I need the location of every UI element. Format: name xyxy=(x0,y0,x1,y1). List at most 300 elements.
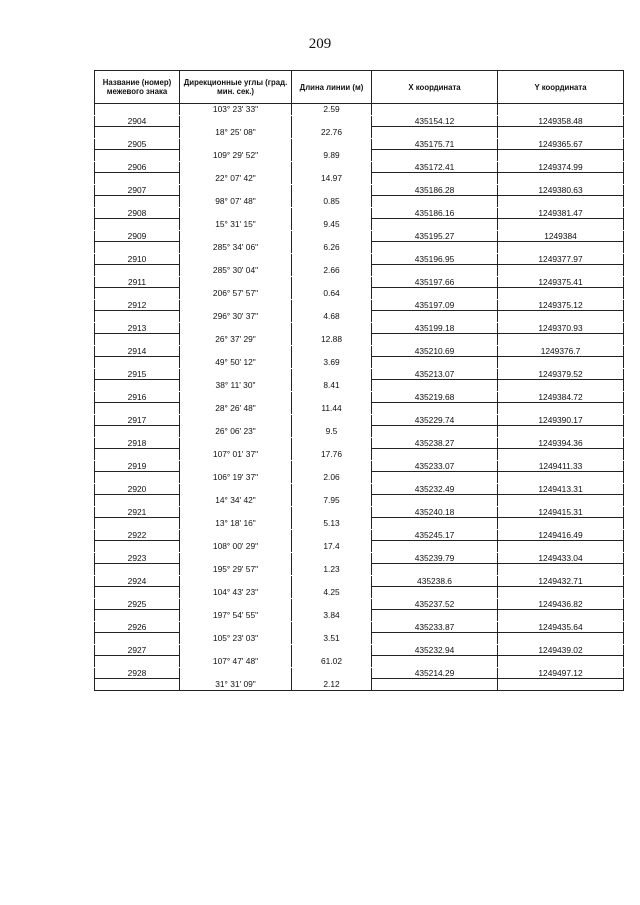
point-name-cell: 2904 xyxy=(95,115,180,127)
segment-row xyxy=(95,518,624,530)
line-length-cell: 9.45 xyxy=(292,219,372,231)
x-coordinate-cell xyxy=(372,127,498,139)
direction-angle-cell xyxy=(180,483,292,495)
x-coordinate-cell: 435195.27 xyxy=(372,230,498,242)
direction-angle-cell: 31° 31' 09" xyxy=(180,679,292,691)
line-length-cell xyxy=(292,299,372,311)
line-length-cell xyxy=(292,161,372,173)
direction-angle-cell xyxy=(180,230,292,242)
direction-angle-cell xyxy=(180,299,292,311)
y-coordinate-cell xyxy=(498,265,624,277)
y-coordinate-cell xyxy=(498,173,624,185)
y-coordinate-cell: 1249376.7 xyxy=(498,345,624,357)
y-coordinate-cell xyxy=(498,564,624,576)
point-name-cell xyxy=(95,495,180,507)
point-row xyxy=(95,460,624,472)
table-header-row xyxy=(95,71,624,104)
line-length-cell xyxy=(292,621,372,633)
point-name-cell xyxy=(95,610,180,622)
y-coordinate-cell: 1249370.93 xyxy=(498,322,624,334)
point-row xyxy=(95,161,624,173)
line-length-cell: 3.84 xyxy=(292,610,372,622)
y-coordinate-cell: 1249380.63 xyxy=(498,184,624,196)
line-length-cell xyxy=(292,506,372,518)
x-coordinate-cell xyxy=(372,449,498,461)
point-row xyxy=(95,575,624,587)
line-length-cell: 11.44 xyxy=(292,403,372,415)
direction-angle-cell: 15° 31' 15" xyxy=(180,219,292,231)
x-coordinate-cell xyxy=(372,426,498,438)
y-coordinate-cell: 1249379.52 xyxy=(498,368,624,380)
y-coordinate-cell: 1249381.47 xyxy=(498,207,624,219)
point-row xyxy=(95,276,624,288)
x-coordinate-cell xyxy=(372,564,498,576)
page-number: 209 xyxy=(308,36,332,52)
segment-row xyxy=(95,403,624,415)
point-name-cell xyxy=(95,679,180,691)
segment-row xyxy=(95,564,624,576)
line-length-cell: 2.66 xyxy=(292,265,372,277)
point-row xyxy=(95,529,624,541)
segment-row xyxy=(95,150,624,162)
line-length-cell xyxy=(292,437,372,449)
y-coordinate-cell xyxy=(498,150,624,162)
y-coordinate-cell xyxy=(498,242,624,254)
point-name-cell: 2927 xyxy=(95,644,180,656)
point-name-cell xyxy=(95,472,180,484)
header-line-length: Длина линии (м) xyxy=(292,71,372,104)
point-name-cell xyxy=(95,288,180,300)
point-row xyxy=(95,345,624,357)
line-length-cell xyxy=(292,138,372,150)
y-coordinate-cell: 1249413.31 xyxy=(498,483,624,495)
direction-angle-cell: 107° 01' 37" xyxy=(180,449,292,461)
point-name-cell: 2920 xyxy=(95,483,180,495)
segment-row xyxy=(95,357,624,369)
point-name-cell: 2925 xyxy=(95,598,180,610)
x-coordinate-cell xyxy=(372,656,498,668)
y-coordinate-cell: 1249432.71 xyxy=(498,575,624,587)
direction-angle-cell xyxy=(180,322,292,334)
y-coordinate-cell xyxy=(498,587,624,599)
direction-angle-cell: 49° 50' 12" xyxy=(180,357,292,369)
point-row xyxy=(95,644,624,656)
point-name-cell: 2926 xyxy=(95,621,180,633)
line-length-cell: 8.41 xyxy=(292,380,372,392)
y-coordinate-cell: 1249415.31 xyxy=(498,506,624,518)
point-row xyxy=(95,552,624,564)
x-coordinate-cell xyxy=(372,357,498,369)
y-coordinate-cell xyxy=(498,334,624,346)
point-row xyxy=(95,414,624,426)
line-length-cell: 9.5 xyxy=(292,426,372,438)
direction-angle-cell: 38° 11' 30" xyxy=(180,380,292,392)
direction-angle-cell xyxy=(180,552,292,564)
y-coordinate-cell xyxy=(498,357,624,369)
point-name-cell xyxy=(95,265,180,277)
direction-angle-cell: 18° 25' 08" xyxy=(180,127,292,139)
boundary-coordinates-table xyxy=(94,70,624,691)
line-length-cell: 17.76 xyxy=(292,449,372,461)
point-name-cell xyxy=(95,403,180,415)
x-coordinate-cell: 435240.18 xyxy=(372,506,498,518)
line-length-cell xyxy=(292,552,372,564)
line-length-cell xyxy=(292,483,372,495)
line-length-cell: 9.89 xyxy=(292,150,372,162)
line-length-cell xyxy=(292,115,372,127)
y-coordinate-cell: 1249375.12 xyxy=(498,299,624,311)
line-length-cell xyxy=(292,460,372,472)
segment-row xyxy=(95,311,624,323)
point-name-cell: 2928 xyxy=(95,667,180,679)
y-coordinate-cell: 1249497.12 xyxy=(498,667,624,679)
line-length-cell xyxy=(292,345,372,357)
point-row xyxy=(95,138,624,150)
direction-angle-cell: 109° 29' 52" xyxy=(180,150,292,162)
point-name-cell: 2905 xyxy=(95,138,180,150)
line-length-cell: 6.26 xyxy=(292,242,372,254)
x-coordinate-cell: 435238.27 xyxy=(372,437,498,449)
segment-row xyxy=(95,265,624,277)
line-length-cell: 0.85 xyxy=(292,196,372,208)
table-body xyxy=(95,104,624,691)
direction-angle-cell xyxy=(180,276,292,288)
point-name-cell: 2909 xyxy=(95,230,180,242)
point-row xyxy=(95,253,624,265)
x-coordinate-cell xyxy=(372,150,498,162)
point-row xyxy=(95,598,624,610)
y-coordinate-cell xyxy=(498,449,624,461)
x-coordinate-cell: 435229.74 xyxy=(372,414,498,426)
point-name-cell: 2911 xyxy=(95,276,180,288)
direction-angle-cell xyxy=(180,368,292,380)
y-coordinate-cell: 1249358.48 xyxy=(498,115,624,127)
line-length-cell xyxy=(292,644,372,656)
segment-row xyxy=(95,104,624,116)
x-coordinate-cell xyxy=(372,633,498,645)
x-coordinate-cell: 435232.49 xyxy=(372,483,498,495)
point-name-cell xyxy=(95,541,180,553)
x-coordinate-cell: 435197.09 xyxy=(372,299,498,311)
line-length-cell xyxy=(292,184,372,196)
x-coordinate-cell xyxy=(372,679,498,691)
line-length-cell xyxy=(292,253,372,265)
y-coordinate-cell xyxy=(498,656,624,668)
point-name-cell xyxy=(95,242,180,254)
line-length-cell xyxy=(292,575,372,587)
point-row xyxy=(95,667,624,679)
point-row xyxy=(95,483,624,495)
x-coordinate-cell: 435186.28 xyxy=(372,184,498,196)
line-length-cell: 61.02 xyxy=(292,656,372,668)
x-coordinate-cell: 435214.29 xyxy=(372,667,498,679)
direction-angle-cell xyxy=(180,506,292,518)
y-coordinate-cell xyxy=(498,541,624,553)
segment-row xyxy=(95,288,624,300)
line-length-cell: 0.64 xyxy=(292,288,372,300)
point-name-cell xyxy=(95,564,180,576)
point-name-cell: 2916 xyxy=(95,391,180,403)
line-length-cell xyxy=(292,414,372,426)
x-coordinate-cell: 435233.87 xyxy=(372,621,498,633)
point-name-cell xyxy=(95,150,180,162)
direction-angle-cell: 22° 07' 42" xyxy=(180,173,292,185)
line-length-cell: 14.97 xyxy=(292,173,372,185)
line-length-cell xyxy=(292,529,372,541)
direction-angle-cell xyxy=(180,598,292,610)
y-coordinate-cell: 1249375.41 xyxy=(498,276,624,288)
point-name-cell xyxy=(95,518,180,530)
point-name-cell xyxy=(95,173,180,185)
point-row xyxy=(95,506,624,518)
direction-angle-cell xyxy=(180,253,292,265)
x-coordinate-cell: 435154.12 xyxy=(372,115,498,127)
point-name-cell: 2924 xyxy=(95,575,180,587)
x-coordinate-cell xyxy=(372,265,498,277)
direction-angle-cell: 296° 30' 37" xyxy=(180,311,292,323)
direction-angle-cell xyxy=(180,437,292,449)
y-coordinate-cell xyxy=(498,311,624,323)
direction-angle-cell: 106° 19' 37" xyxy=(180,472,292,484)
y-coordinate-cell: 1249394.36 xyxy=(498,437,624,449)
line-length-cell: 12.88 xyxy=(292,334,372,346)
segment-row xyxy=(95,656,624,668)
x-coordinate-cell xyxy=(372,173,498,185)
y-coordinate-cell xyxy=(498,104,624,116)
point-name-cell: 2915 xyxy=(95,368,180,380)
point-name-cell: 2918 xyxy=(95,437,180,449)
line-length-cell: 4.25 xyxy=(292,587,372,599)
x-coordinate-cell: 435213.07 xyxy=(372,368,498,380)
segment-row xyxy=(95,495,624,507)
direction-angle-cell xyxy=(180,460,292,472)
x-coordinate-cell xyxy=(372,104,498,116)
point-row xyxy=(95,322,624,334)
y-coordinate-cell xyxy=(498,495,624,507)
line-length-cell: 4.68 xyxy=(292,311,372,323)
y-coordinate-cell xyxy=(498,288,624,300)
direction-angle-cell: 28° 26' 48" xyxy=(180,403,292,415)
y-coordinate-cell: 1249374.99 xyxy=(498,161,624,173)
line-length-cell xyxy=(292,368,372,380)
direction-angle-cell: 285° 30' 04" xyxy=(180,265,292,277)
point-name-cell: 2906 xyxy=(95,161,180,173)
y-coordinate-cell: 1249439.02 xyxy=(498,644,624,656)
y-coordinate-cell: 1249384 xyxy=(498,230,624,242)
x-coordinate-cell xyxy=(372,403,498,415)
line-length-cell: 17.4 xyxy=(292,541,372,553)
point-row xyxy=(95,391,624,403)
direction-angle-cell: 26° 37' 29" xyxy=(180,334,292,346)
y-coordinate-cell xyxy=(498,403,624,415)
direction-angle-cell xyxy=(180,529,292,541)
point-name-cell xyxy=(95,426,180,438)
direction-angle-cell xyxy=(180,575,292,587)
line-length-cell: 22.76 xyxy=(292,127,372,139)
y-coordinate-cell: 1249390.17 xyxy=(498,414,624,426)
x-coordinate-cell: 435199.18 xyxy=(372,322,498,334)
y-coordinate-cell: 1249377.97 xyxy=(498,253,624,265)
x-coordinate-cell: 435233.07 xyxy=(372,460,498,472)
y-coordinate-cell xyxy=(498,679,624,691)
x-coordinate-cell xyxy=(372,610,498,622)
direction-angle-cell: 108° 00' 29" xyxy=(180,541,292,553)
point-name-cell xyxy=(95,380,180,392)
point-name-cell: 2908 xyxy=(95,207,180,219)
y-coordinate-cell xyxy=(498,633,624,645)
x-coordinate-cell: 435197.66 xyxy=(372,276,498,288)
direction-angle-cell xyxy=(180,644,292,656)
point-name-cell: 2921 xyxy=(95,506,180,518)
y-coordinate-cell: 1249435.64 xyxy=(498,621,624,633)
point-name-cell xyxy=(95,357,180,369)
x-coordinate-cell: 435186.16 xyxy=(372,207,498,219)
point-name-cell xyxy=(95,633,180,645)
x-coordinate-cell: 435245.17 xyxy=(372,529,498,541)
x-coordinate-cell: 435232.94 xyxy=(372,644,498,656)
direction-angle-cell: 13° 18' 16" xyxy=(180,518,292,530)
line-length-cell: 7.95 xyxy=(292,495,372,507)
point-name-cell: 2914 xyxy=(95,345,180,357)
point-row xyxy=(95,368,624,380)
direction-angle-cell xyxy=(180,621,292,633)
x-coordinate-cell xyxy=(372,495,498,507)
segment-row xyxy=(95,196,624,208)
y-coordinate-cell xyxy=(498,127,624,139)
point-name-cell: 2907 xyxy=(95,184,180,196)
x-coordinate-cell xyxy=(372,587,498,599)
y-coordinate-cell: 1249416.49 xyxy=(498,529,624,541)
direction-angle-cell: 105° 23' 03" xyxy=(180,633,292,645)
point-name-cell xyxy=(95,656,180,668)
x-coordinate-cell xyxy=(372,219,498,231)
x-coordinate-cell: 435172.41 xyxy=(372,161,498,173)
segment-row xyxy=(95,587,624,599)
point-name-cell: 2912 xyxy=(95,299,180,311)
point-name-cell xyxy=(95,219,180,231)
y-coordinate-cell: 1249433.04 xyxy=(498,552,624,564)
segment-row xyxy=(95,449,624,461)
point-name-cell: 2910 xyxy=(95,253,180,265)
segment-row xyxy=(95,219,624,231)
direction-angle-cell: 98° 07' 48" xyxy=(180,196,292,208)
y-coordinate-cell xyxy=(498,380,624,392)
y-coordinate-cell: 1249384.72 xyxy=(498,391,624,403)
y-coordinate-cell xyxy=(498,426,624,438)
point-row xyxy=(95,207,624,219)
direction-angle-cell xyxy=(180,345,292,357)
segment-row xyxy=(95,242,624,254)
segment-row xyxy=(95,541,624,553)
direction-angle-cell: 14° 34' 42" xyxy=(180,495,292,507)
segment-row xyxy=(95,334,624,346)
x-coordinate-cell: 435238.6 xyxy=(372,575,498,587)
segment-row xyxy=(95,173,624,185)
line-length-cell: 3.51 xyxy=(292,633,372,645)
line-length-cell xyxy=(292,322,372,334)
x-coordinate-cell xyxy=(372,518,498,530)
segment-row xyxy=(95,426,624,438)
x-coordinate-cell xyxy=(372,242,498,254)
point-name-cell: 2923 xyxy=(95,552,180,564)
line-length-cell xyxy=(292,391,372,403)
x-coordinate-cell xyxy=(372,380,498,392)
y-coordinate-cell xyxy=(498,472,624,484)
segment-row xyxy=(95,380,624,392)
point-name-cell xyxy=(95,449,180,461)
line-length-cell: 2.06 xyxy=(292,472,372,484)
direction-angle-cell: 285° 34' 06" xyxy=(180,242,292,254)
direction-angle-cell: 195° 29' 57" xyxy=(180,564,292,576)
line-length-cell: 1.23 xyxy=(292,564,372,576)
direction-angle-cell: 26° 06' 23" xyxy=(180,426,292,438)
x-coordinate-cell xyxy=(372,288,498,300)
y-coordinate-cell: 1249411.33 xyxy=(498,460,624,472)
x-coordinate-cell: 435175.71 xyxy=(372,138,498,150)
point-row xyxy=(95,437,624,449)
y-coordinate-cell xyxy=(498,610,624,622)
segment-row xyxy=(95,633,624,645)
direction-angle-cell: 104° 43' 23" xyxy=(180,587,292,599)
direction-angle-cell xyxy=(180,391,292,403)
line-length-cell xyxy=(292,276,372,288)
x-coordinate-cell: 435219.68 xyxy=(372,391,498,403)
x-coordinate-cell xyxy=(372,311,498,323)
header-x-coordinate: X координата xyxy=(372,71,498,104)
point-row xyxy=(95,115,624,127)
x-coordinate-cell: 435196.95 xyxy=(372,253,498,265)
point-name-cell xyxy=(95,334,180,346)
segment-row xyxy=(95,127,624,139)
x-coordinate-cell: 435237.52 xyxy=(372,598,498,610)
segment-row xyxy=(95,679,624,691)
point-name-cell: 2913 xyxy=(95,322,180,334)
direction-angle-cell xyxy=(180,184,292,196)
direction-angle-cell: 197° 54' 55" xyxy=(180,610,292,622)
point-row xyxy=(95,184,624,196)
header-y-coordinate: Y координата xyxy=(498,71,624,104)
direction-angle-cell xyxy=(180,161,292,173)
direction-angle-cell xyxy=(180,414,292,426)
x-coordinate-cell xyxy=(372,472,498,484)
y-coordinate-cell: 1249365.67 xyxy=(498,138,624,150)
point-name-cell xyxy=(95,587,180,599)
direction-angle-cell: 107° 47' 48" xyxy=(180,656,292,668)
point-name-cell xyxy=(95,311,180,323)
x-coordinate-cell: 435239.79 xyxy=(372,552,498,564)
line-length-cell: 3.69 xyxy=(292,357,372,369)
direction-angle-cell xyxy=(180,115,292,127)
header-point-name: Название (номер) межевого знака xyxy=(95,71,180,104)
point-row xyxy=(95,621,624,633)
y-coordinate-cell xyxy=(498,518,624,530)
line-length-cell: 5.13 xyxy=(292,518,372,530)
point-row xyxy=(95,230,624,242)
direction-angle-cell: 206° 57' 57" xyxy=(180,288,292,300)
x-coordinate-cell: 435210.69 xyxy=(372,345,498,357)
line-length-cell xyxy=(292,207,372,219)
point-row xyxy=(95,299,624,311)
direction-angle-cell: 103° 23' 33" xyxy=(180,104,292,116)
x-coordinate-cell xyxy=(372,541,498,553)
segment-row xyxy=(95,610,624,622)
x-coordinate-cell xyxy=(372,334,498,346)
direction-angle-cell xyxy=(180,207,292,219)
segment-row xyxy=(95,472,624,484)
line-length-cell: 2.59 xyxy=(292,104,372,116)
point-name-cell xyxy=(95,196,180,208)
point-name-cell xyxy=(95,127,180,139)
